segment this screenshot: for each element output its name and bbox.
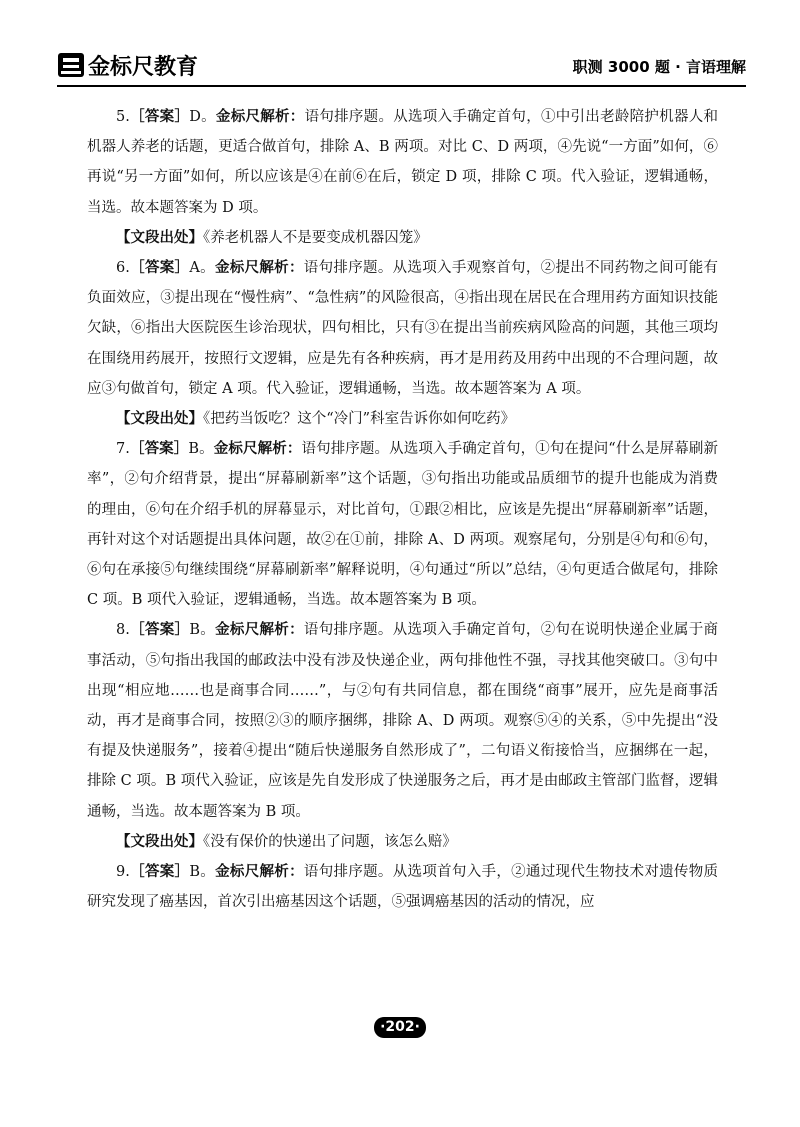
analysis-label: 金标尺解析： <box>213 441 302 458</box>
page-number: ·202· <box>374 1017 426 1038</box>
source-line <box>87 827 718 857</box>
source-label: 【文段出处】 <box>116 229 203 246</box>
book-title: 职测 3000 题 · 言语理解 <box>572 58 746 76</box>
source-label: 【文段出处】 <box>116 411 203 428</box>
question-number: 5. <box>116 109 130 125</box>
analysis-text: 语句排序题。从选项入手确定首句，①句在提问“什么是屏幕刷新率”，②句介绍背景，提出“屏幕刷新率”这个话题，③句指出功能或品质细节的提升也能成为消费的理由，⑥句在介绍手机的屏幕显示，对比首句，①跟②相比，应该是先提出“屏幕刷新率”话题，再针对这个对话题提出具体问题，故②在①前，排除 A、D 两项。观察尾句，分别是④句和⑥句，⑥句在承接⑤句继续围绕“屏幕刷新率”解释说明，④句通过“所以”总结，④句更适合做尾句，排除 C 项。B 项代入验证，逻辑通畅，当选。故本题答案为 B 项。 <box>87 441 719 609</box>
brand-name: 金标尺教育 <box>88 54 199 80</box>
analysis-label: 金标尺解析： <box>215 109 305 125</box>
source-title: 《把药当饭吃？这个“冷门”科室告诉你如何吃药》 <box>203 411 516 428</box>
header-divider <box>57 85 746 87</box>
question-number: 9. <box>116 864 130 881</box>
answer-value: A。 <box>189 260 215 277</box>
answer-entry <box>87 615 718 826</box>
answer-value: B。 <box>188 441 214 458</box>
answer-entry <box>87 857 718 917</box>
answer-label: ［答案］ <box>129 441 189 458</box>
question-number: 8. <box>116 622 130 639</box>
answer-value: D。 <box>189 109 216 125</box>
source-title: 《没有保价的快递出了问题，该怎么赔》 <box>203 833 457 850</box>
answer-label: ［答案］ <box>129 864 190 881</box>
question-number: 6. <box>116 260 130 277</box>
answer-label: ［答案］ <box>129 622 190 639</box>
answer-entry <box>87 434 718 615</box>
book-icon <box>57 52 85 78</box>
analysis-text: 语句排序题。从选项入手观察首句，②提出不同药物之间可能有负面效应，③提出现在“慢性病”、“急性病”的风险很高，④指出现在居民在合理用药方面知识技能欠缺，⑥指出大医院医生诊治现状，四句相比，只有③在提出当前疾病风险高的问题，其他三项均在围绕用药展开，按照行文逻辑，应是先有各种疾病，再才是用药及用药中出现的不合理问题，故应③句做首句，锁定 A 项。代入验证，逻辑通畅，当选。故本题答案为 A 项。 <box>87 260 719 397</box>
source-label: 【文段出处】 <box>116 833 203 850</box>
answer-content <box>87 102 718 917</box>
brand-logo <box>57 50 198 80</box>
analysis-label: 金标尺解析： <box>215 622 304 639</box>
answer-label: ［答案］ <box>129 109 190 125</box>
source-line <box>87 223 718 253</box>
analysis-label: 金标尺解析： <box>214 260 304 277</box>
answer-entry <box>87 253 718 404</box>
answer-entry <box>87 102 718 223</box>
analysis-text: 语句排序题。从选项入手确定首句，①中引出老龄陪护机器人和机器人养老的话题，更适合做首句，排除 A、B 两项。对比 C、D 两项，④先说“一方面”如何，⑥再说“另一方面”如何，所以应该是④在前⑥在后，锁定 D 项，排除 C 项。代入验证，逻辑通畅，当选。故本题答案为 D 项。 <box>87 109 719 216</box>
analysis-text: 语句排序题。从选项入手确定首句，②句在说明快递企业属于商事活动，⑤句指出我国的邮政法中没有涉及快递企业，两句排他性不强，寻找其他突破口。③句中出现“相应地……也是商事合同……”，与②句有共同信息，都在围绕“商事”展开，应先是商事活动，再才是商事合同，按照②③的顺序捆绑，排除 A、D 两项。观察⑤④的关系，⑤中先提出“没有提及快递服务”，接着④提出“随后快递服务自然形成了”，二句语义衔接恰当，应捆绑在一起，排除 C 项。B 项代入验证，应该是先自发形成了快递服务之后，再才是由邮政主管部门监督，逻辑通畅，当选。故本题答案为 B 项。 <box>87 622 719 820</box>
answer-value: B。 <box>189 622 216 639</box>
analysis-text: 语句排序题。从选项首句入手，②通过现代生物技术对遗传物质研究发现了癌基因，首次引出癌基因这个话题，⑤强调癌基因的活动的情况，应 <box>87 864 719 911</box>
question-number: 7. <box>116 441 130 458</box>
source-line <box>87 404 718 434</box>
answer-label: ［答案］ <box>129 260 190 277</box>
answer-value: B。 <box>189 864 216 881</box>
analysis-label: 金标尺解析： <box>215 864 304 881</box>
source-title: 《养老机器人不是要变成机器囚笼》 <box>203 229 428 246</box>
page-header <box>57 48 746 84</box>
